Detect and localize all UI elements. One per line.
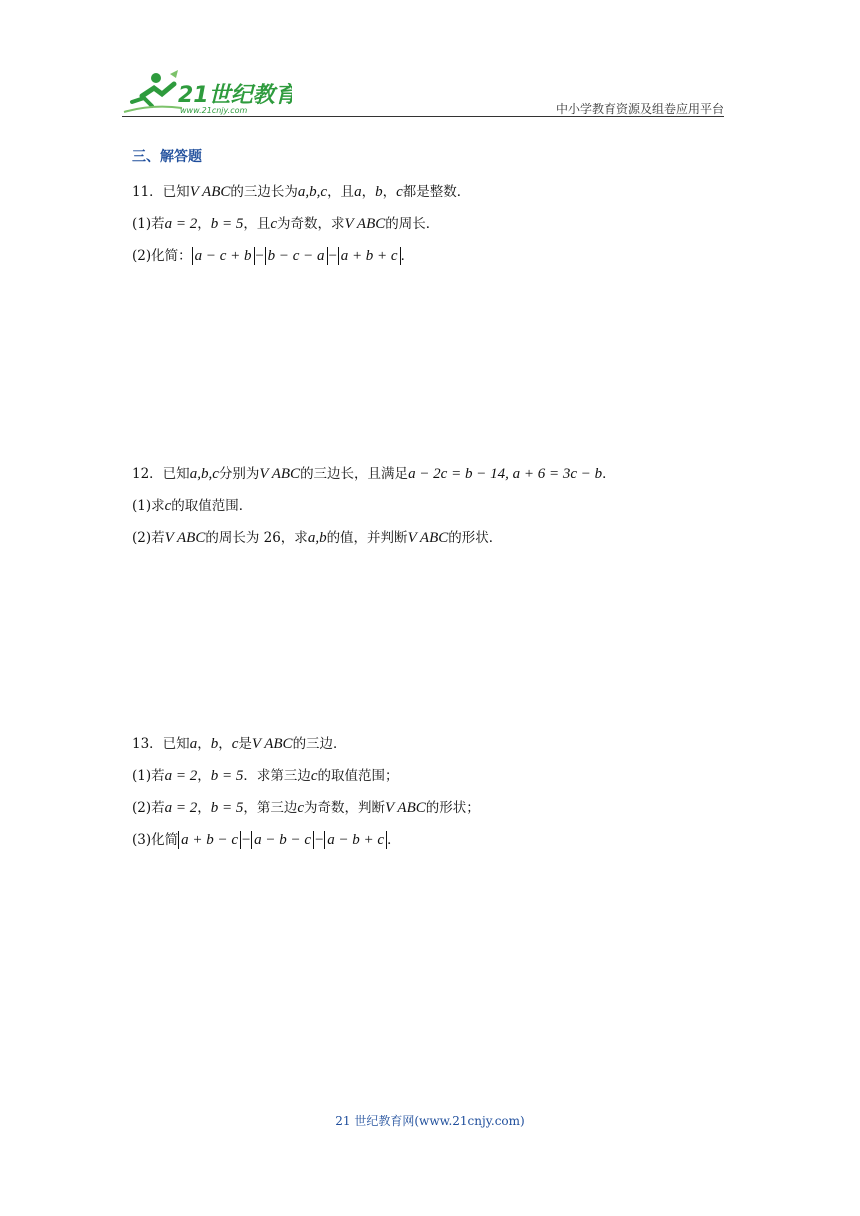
math-variable: c	[231, 736, 239, 752]
math-variable: c	[164, 498, 172, 514]
triangle-symbol: V ABC	[164, 530, 206, 546]
part-text: 的取值范围．	[171, 498, 253, 514]
stem-text: 的三边长，且满足	[300, 466, 409, 482]
absolute-value: a − c + b	[192, 247, 255, 265]
math-expression: b = 5	[210, 800, 244, 816]
part-text: ．	[400, 248, 415, 264]
math-variable: a	[354, 184, 362, 200]
math-operator: −	[241, 832, 252, 848]
part-text: ，且	[243, 216, 271, 232]
problem-12	[132, 458, 732, 554]
part-text: ，	[197, 216, 211, 232]
problem-part	[132, 490, 732, 522]
problem-11	[132, 176, 732, 272]
math-expression: a = 2	[164, 216, 198, 232]
part-text: 的形状；	[425, 800, 480, 816]
problem-13	[132, 728, 732, 856]
part-text: ，第三边	[243, 800, 298, 816]
part-text: (3)化简	[132, 832, 179, 848]
absolute-value: a − b + c	[324, 831, 387, 849]
stem-text: 的三边．	[292, 736, 347, 752]
math-expression: a,b,c	[189, 466, 219, 482]
part-text: 的周长．	[385, 216, 440, 232]
runner-logo-icon	[122, 68, 292, 116]
answer-space	[132, 272, 732, 458]
triangle-symbol: V ABC	[259, 466, 301, 482]
problem-part	[132, 760, 732, 792]
math-variable: a	[189, 736, 198, 752]
triangle-symbol: V ABC	[385, 800, 426, 816]
part-text: 为奇数，判断	[304, 800, 386, 816]
part-text: (2)若	[132, 800, 165, 816]
logo-text: 21世纪教育	[178, 83, 292, 108]
problem-part	[132, 208, 732, 240]
math-variable: c	[270, 216, 278, 232]
triangle-symbol: V ABC	[344, 216, 386, 232]
stem-text: 分别为	[218, 466, 260, 482]
answer-space	[132, 554, 732, 728]
section-title: 三、解答题	[132, 149, 202, 165]
absolute-value: a − b − c	[251, 831, 314, 849]
stem-text: 的三边长为	[230, 184, 298, 200]
part-text: (1)求	[132, 498, 165, 514]
part-text: (1)若	[132, 216, 165, 232]
part-text: 为奇数，求	[277, 216, 345, 232]
stem-text: ．	[602, 466, 616, 482]
part-text: 的形状．	[448, 530, 503, 546]
math-expression: a − 2c = b − 14, a + 6 = 3c − b	[408, 466, 603, 482]
problem-part	[132, 522, 732, 554]
triangle-symbol: V ABC	[407, 530, 449, 546]
math-variable: b	[375, 184, 383, 200]
stem-text: ，	[218, 736, 232, 752]
part-text: 的值，并判断	[326, 530, 408, 546]
part-text: ，	[197, 800, 211, 816]
problem-part	[132, 240, 732, 272]
problem-part	[132, 792, 732, 824]
absolute-value: b − c − a	[265, 247, 328, 265]
part-text: 的取值范围；	[317, 768, 399, 784]
math-variable: b	[210, 736, 219, 752]
triangle-symbol: V ABC	[251, 736, 293, 752]
logo-url: www.21cnjy.com	[180, 106, 248, 115]
page-footer: 21 世纪教育网(www.21cnjy.com)	[335, 1114, 525, 1128]
math-operator: −	[314, 832, 325, 848]
part-text: ．	[387, 832, 401, 848]
part-text: (1)若	[132, 768, 165, 784]
problem-part	[132, 824, 732, 856]
site-logo	[122, 68, 292, 116]
math-expression: b = 5	[210, 768, 244, 784]
problem-stem	[132, 728, 732, 760]
math-expression: a = 2	[164, 768, 198, 784]
math-variable: c	[297, 800, 305, 816]
absolute-value: a + b − c	[178, 831, 241, 849]
math-expression: b = 5	[210, 216, 244, 232]
triangle-symbol: V ABC	[189, 184, 231, 200]
stem-text: 是	[238, 736, 252, 752]
math-expression: a,b	[307, 530, 327, 546]
part-text: (2)化简：	[132, 248, 192, 264]
part-text: ，	[197, 768, 211, 784]
math-expression: a,b,c	[297, 184, 328, 200]
absolute-value: a + b + c	[338, 247, 401, 265]
stem-text: 都是整数．	[402, 184, 471, 200]
stem-text: 13．已知	[132, 736, 190, 752]
problem-stem	[132, 458, 732, 490]
problem-stem	[132, 176, 732, 208]
stem-text: ，	[197, 736, 211, 752]
part-text: (2)若	[132, 530, 165, 546]
part-text: ．求第三边	[243, 768, 311, 784]
stem-text: ，	[361, 184, 376, 200]
stem-text: ，且	[327, 184, 355, 200]
problem-content	[132, 146, 732, 856]
part-text: 的周长为 26，求	[205, 530, 308, 546]
math-operator: −	[327, 248, 338, 264]
page-header	[122, 68, 724, 118]
math-variable: c	[310, 768, 318, 784]
math-expression: a = 2	[164, 800, 198, 816]
math-variable: c	[396, 184, 403, 200]
stem-text: 11．已知	[132, 184, 190, 200]
site-name: 中小学教育资源及组卷应用平台	[555, 102, 724, 116]
math-operator: −	[254, 248, 265, 264]
header-divider	[122, 116, 724, 117]
stem-text: 12．已知	[132, 466, 190, 482]
stem-text: ，	[382, 184, 397, 200]
